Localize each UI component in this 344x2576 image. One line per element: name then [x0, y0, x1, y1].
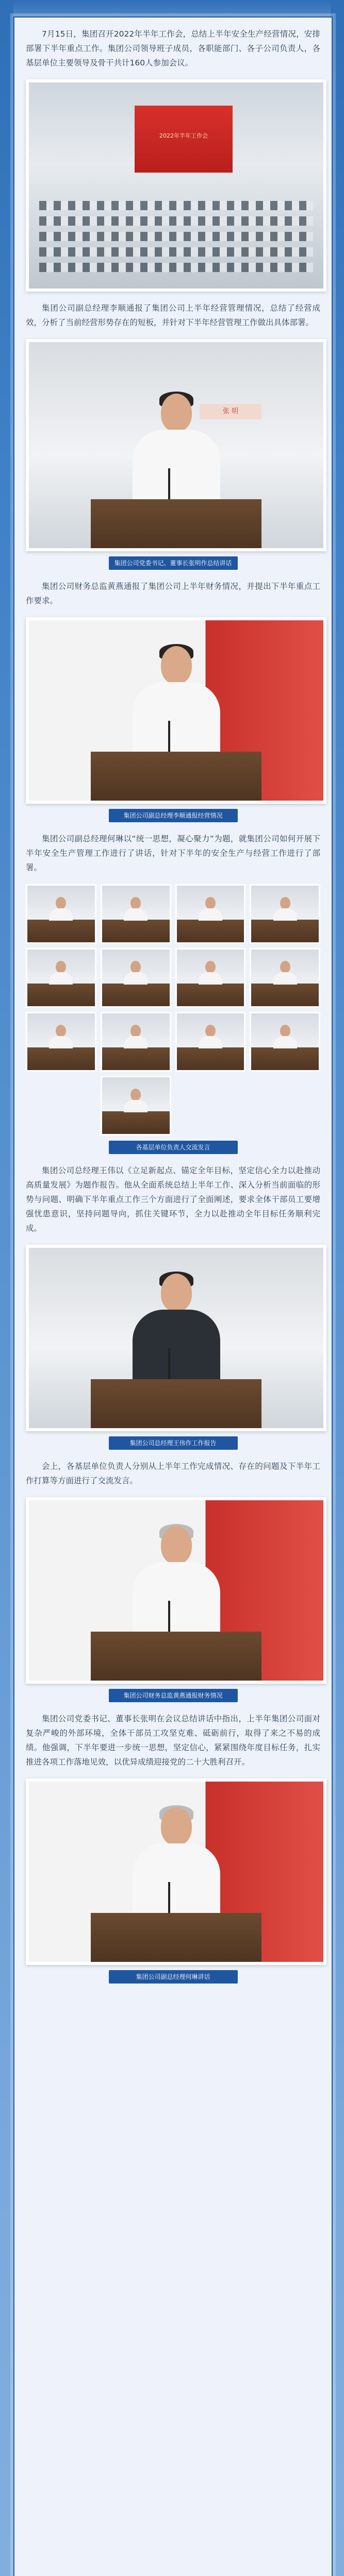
grid-photo	[175, 948, 246, 1008]
microphone-icon	[168, 1882, 170, 1913]
top-decor	[13, 0, 331, 16]
podium	[91, 1379, 261, 1428]
paragraph-6: 会上，各基层单位负责人分别从上半年工作完成情况、存在的问题及下半年工作打算等方面进行了交流发言。	[26, 1462, 320, 1485]
speaker-figure	[133, 646, 220, 765]
grid-photo	[101, 1012, 171, 1072]
photo-caption-1: 集团公司党委书记、董事长张明作总结讲话	[109, 556, 238, 570]
paragraph-4: 集团公司副总经理何琳以“统一思想，凝心聚力”为题，就集团公司如何开展下半年安全生产管理工作进行了讲话，针对下半年的安全生产与经营工作进行了部署。	[26, 834, 320, 872]
speaker-figure	[133, 1274, 220, 1392]
photo-caption-5: 集团公司财务总监黄燕通报财务情况	[109, 1689, 238, 1702]
grid-photo	[26, 1012, 96, 1072]
stage-screen-text: 2022年半年工作会	[159, 132, 208, 139]
photo-caption-4: 集团公司总经理王伟作工作报告	[109, 1436, 238, 1450]
photo-caption-6: 集团公司副总经理何琳讲话	[109, 1970, 238, 1984]
grid-photo	[175, 1012, 246, 1072]
speaker-photo-2	[26, 617, 320, 822]
speaker-figure	[133, 1807, 220, 1926]
grid-photo	[250, 1012, 320, 1072]
speaker-image-3	[26, 1245, 326, 1431]
speaker-nameplate: 张 明	[200, 404, 261, 419]
paragraph-3: 集团公司财务总监黄燕通报了集团公司上半年财务情况，并提出下半年重点工作要求。	[26, 582, 320, 605]
microphone-icon	[168, 1348, 170, 1379]
meeting-photo	[26, 79, 320, 292]
paragraph-7: 集团公司党委书记、董事长张明在会议总结讲话中指出，上半年集团公司面对复杂严峻的外部环境，全体干部员工攻坚克难、砥砺前行，取得了来之不易的成绩。他强调，下半年要进一步统一思想，坚定信心，紧紧围绕年度目标任务，扎实推进各项工作落地见效，以优异成绩迎接党的二十大胜利召开。	[26, 1714, 320, 1767]
microphone-icon	[168, 1601, 170, 1632]
paragraph-2: 集团公司副总经理李顺通报了集团公司上半年经营管理情况，总结了经营成效，分析了当前经营形势存在的短板，并针对下半年经营管理工作做出具体部署。	[26, 303, 320, 327]
stage-screen	[135, 106, 233, 173]
grid-photo	[250, 948, 320, 1008]
grid-photo	[250, 884, 320, 944]
speaker-image-4	[26, 1497, 326, 1684]
speaker-photo-4	[26, 1497, 320, 1702]
speaker-photo-5	[26, 1778, 320, 1984]
podium	[91, 1632, 261, 1681]
meeting-hall-image	[26, 79, 326, 292]
microphone-icon	[168, 468, 170, 499]
grid-photo	[175, 884, 246, 944]
podium	[91, 1913, 261, 1962]
photo-caption-2: 集团公司副总经理李顺通报经营情况	[109, 809, 238, 822]
article-card	[13, 16, 333, 2576]
podium	[91, 752, 261, 801]
podium	[91, 499, 261, 548]
intro-paragraph: 7月15日，集团召开2022年半年工作会，总结上半年安全生产经营情况，安排部署下半年重点工作。集团公司领导班子成员，各职能部门、各子公司负责人，各基层单位主要领导及骨干共计160人参加会议。	[26, 29, 320, 67]
microphone-icon	[168, 721, 170, 752]
grid-photo	[101, 948, 171, 1008]
grid-photo	[26, 884, 96, 944]
paragraph-5: 集团公司总经理王伟以《立足新起点、锚定全年目标，坚定信心全力以赴推动高质量发展》为题作报告。他从全面系统总结上半年工作、深入分析当前面临的形势与问题、明确下半年重点工作三个方面进行了全面阐述，要求全体干部员工要增强忧患意识，坚持问题导向，抓住关键环节，全力以赴推动全年目标任务顺利完成。	[26, 1166, 320, 1233]
photo-caption-3: 各基层单位负责人交流发言	[109, 1141, 238, 1154]
speaker-photo-3	[26, 1245, 320, 1450]
speaker-figure	[133, 1526, 220, 1645]
grid-photo	[26, 948, 96, 1008]
speaker-image-5	[26, 1778, 326, 1965]
grid-photo	[101, 884, 171, 944]
speaker-image-2	[26, 617, 326, 804]
speaker-grid	[26, 884, 320, 1136]
speaker-figure	[133, 394, 220, 512]
grid-photo	[101, 1076, 171, 1136]
speaker-image-1	[26, 339, 326, 551]
speaker-photo-1	[26, 339, 320, 570]
